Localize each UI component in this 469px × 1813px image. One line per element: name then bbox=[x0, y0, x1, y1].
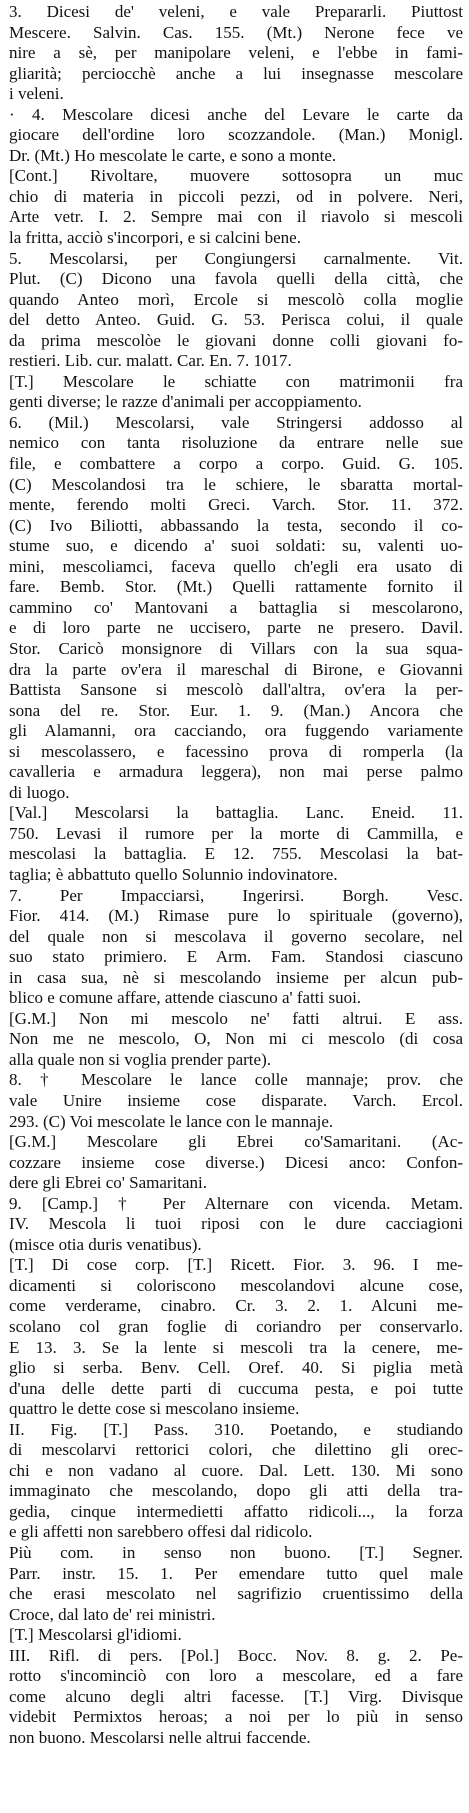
text-line: [T.] Mescolare le schiatte con matrimonii fra bbox=[9, 371, 463, 391]
text-line: gedia, cinque intermedietti affatto ridicoli..., la forza bbox=[9, 1501, 463, 1521]
text-line: quattro le dette cose si mescolano insieme. bbox=[9, 1399, 300, 1419]
text-line: videbit Permixtos heroas; a noi per lo più in senso bbox=[9, 1707, 463, 1727]
text-line: [G.M.] Non mi mescolo ne' fatti altrui. E ass. bbox=[9, 1008, 463, 1028]
text-line: e gli affetti non sarebbero offesi dal ridicolo. bbox=[9, 1522, 313, 1542]
text-line: · 4. Mescolare dicesi anche del Levare le carte da bbox=[9, 104, 463, 124]
text-line: cozzare insieme cose diverse.) Dicesi anco: Confon- bbox=[9, 1152, 463, 1172]
text-line: (C) Ivo Biliotti, abbassando la testa, secondo il co- bbox=[9, 515, 463, 535]
text-line: Croce, dal lato de' rei ministri. bbox=[9, 1604, 216, 1624]
text-line: restieri. Lib. cur. malatt. Car. En. 7. 1017. bbox=[9, 351, 292, 371]
text-line: si mescolassero, e facessino prova di romperla (la bbox=[9, 741, 463, 761]
text-line: mescolasi la battaglia. E 12. 755. Mescolasi la bat- bbox=[9, 844, 463, 864]
text-line: non buono. Mescolarsi nelle altrui faccende. bbox=[9, 1727, 311, 1747]
text-line: dra la parte ov'era il mareschal di Birone, e Giovanni bbox=[9, 659, 463, 679]
text-line: cammino co' Mantovani a battaglia si mescolarono, bbox=[9, 597, 463, 617]
text-line: come alcuno degli altri facesse. [T.] Virg. Divisque bbox=[9, 1686, 463, 1706]
text-line: nemico con tanta risoluzione da entrare nelle sue bbox=[9, 433, 463, 453]
text-line: 3. Dicesi de' veleni, e vale Prepararli. Piuttost bbox=[9, 2, 463, 21]
text-line: glio si serba. Benv. Cell. Oref. 40. Si piglia metà bbox=[9, 1358, 463, 1378]
text-line: nire a sè, per manipolare veleni, e l'ebbe in fami- bbox=[9, 43, 463, 63]
text-line: blico e comune affare, attende ciascuno a' fatti suoi. bbox=[9, 988, 362, 1008]
text-line: fare. Bemb. Stor. (Mt.) Quelli rattamente fornito il bbox=[9, 577, 463, 597]
text-line: [T.] Di cose corp. [T.] Ricett. Fior. 3. 96. I me- bbox=[9, 1255, 463, 1275]
text-line: dere gli Ebrei co' Samaritani. bbox=[9, 1173, 208, 1193]
text-line: 750. Levasi il rumore per la morte di Cammilla, e bbox=[9, 823, 463, 843]
text-line: vale Unire insieme cose disparate. Varch. Ercol. bbox=[9, 1090, 463, 1110]
text-line: stume suo, e dicendo a' suoi soldati: su, valenti uo- bbox=[9, 536, 463, 556]
text-line: 9. [Camp.] † Per Alternare con vicenda. Metam. bbox=[9, 1193, 463, 1213]
text-line: (misce otia duris venatibus). bbox=[9, 1234, 202, 1254]
text-line: Dr. (Mt.) Ho mescolate le carte, e sono a monte. bbox=[9, 145, 337, 165]
text-line: chi e non vadano al cuore. Dal. Lett. 130. Mi sono bbox=[9, 1460, 463, 1480]
text-line: [Val.] Mescolarsi la battaglia. Lanc. Eneid. 11. bbox=[9, 803, 463, 823]
text-line: gliarità; perciocchè anche a lui insegnasse mescolare bbox=[9, 63, 463, 83]
text-line: di luogo. bbox=[9, 782, 70, 802]
text-line: 293. (C) Voi mescolate le lance con le mannaje. bbox=[9, 1111, 334, 1131]
text-line: Plut. (C) Dicono una favola quelli della città, che bbox=[9, 269, 463, 289]
text-line: mente, ferendo molti Greci. Varch. Stor. 11. 372. bbox=[9, 495, 463, 515]
text-line: Fior. 414. (M.) Rimase pure lo spirituale (governo), bbox=[9, 906, 463, 926]
text-line: file, e combattere a corpo a corpo. Guid. G. 105. bbox=[9, 454, 463, 474]
text-line: 7. Per Impacciarsi, Ingerirsi. Borgh. Vesc. bbox=[9, 885, 463, 905]
text-line: II. Fig. [T.] Pass. 310. Poetando, e studiando bbox=[9, 1419, 463, 1439]
text-line: da prima mescolòe le giovani donne colli giovani fo- bbox=[9, 330, 463, 350]
text-line: [Cont.] Rivoltare, muovere sottosopra un muc bbox=[9, 166, 463, 186]
text-line: di mescolarvi rettorici colori, che dilettino gli orec- bbox=[9, 1440, 463, 1460]
text-line: immaginato che mescolando, dopo gli atti della tra- bbox=[9, 1481, 463, 1501]
text-line: che erasi mescolato nel sagrifizio cruentissimo della bbox=[9, 1584, 463, 1604]
text-line: sona del re. Stor. Eur. 1. 9. (Man.) Ancora che bbox=[9, 700, 463, 720]
text-line: suo stato primiero. E Arm. Fam. Standosi ciascuno bbox=[9, 947, 463, 967]
text-line: Stor. Caricò monsignore di Villars con la sua squa- bbox=[9, 638, 463, 658]
text-line: genti diverse; le razze d'animali per accoppiamento. bbox=[9, 392, 362, 412]
text-line: 8. † Mescolare le lance colle mannaje; prov. che bbox=[9, 1070, 463, 1090]
text-line: scolano col gran foglie di coriandro per conservarlo. bbox=[9, 1317, 463, 1336]
text-line: dicamenti si coloriscono mescolandovi alcune cose, bbox=[9, 1275, 463, 1295]
text-line: chio di materia in piccoli pezzi, od in polvere. Neri, bbox=[9, 186, 463, 206]
text-line: del detto Anteo. Guid. G. 53. Perisca colui, il quale bbox=[9, 310, 463, 330]
text-line: Battista Sansone si mescolò dall'altra, ov'era la per- bbox=[9, 680, 463, 700]
text-line: Non me ne mescolo, O, Non mi ci mescolo (di cosa bbox=[9, 1029, 463, 1049]
text-line: la fritta, acciò s'incorpori, e si calcini bene. bbox=[9, 228, 301, 248]
text-line: [G.M.] Mescolare gli Ebrei co'Samaritani. (Ac- bbox=[9, 1132, 463, 1152]
text-line: 5. Mescolarsi, per Congiungersi carnalmente. Vit. bbox=[9, 248, 463, 268]
text-line: Più com. in senso non buono. [T.] Segner. bbox=[9, 1543, 463, 1563]
text-line: gli Alamanni, ora cacciando, ora fuggendo variamente bbox=[9, 721, 463, 741]
text-line: in casa sua, nè si mescolando insieme per alcun pub- bbox=[9, 967, 463, 987]
text-line: E 13. 3. Se la lente si mescoli tra la cenere, me- bbox=[9, 1337, 463, 1357]
text-line: Parr. instr. 15. 1. Per emendare tutto quel male bbox=[9, 1563, 463, 1583]
text-line: giocare dell'ordine loro scozzandole. (Man.) Monigl. bbox=[9, 125, 463, 145]
text-line: mini, mescoliamci, faceva quello ch'egli era usato di bbox=[9, 556, 463, 576]
text-line: i veleni. bbox=[9, 84, 64, 104]
text-line: cavalleria e armadura leggera), non mai perse palmo bbox=[9, 762, 463, 782]
text-line: (C) Mescolandosi tra le schiere, le sbaratta mortal- bbox=[9, 474, 463, 494]
text-line: alla quale non si voglia prender parte). bbox=[9, 1049, 271, 1069]
text-line: [T.] Mescolarsi gl'idiomi. bbox=[9, 1625, 182, 1645]
text-line: d'una delle dette parti di cuccuma pesta, e poi tutte bbox=[9, 1378, 463, 1398]
text-line: Mescere. Salvin. Cas. 155. (Mt.) Nerone fece ve bbox=[9, 22, 463, 42]
text-line: Arte vetr. I. 2. Sempre mai con il riavolo si mescoli bbox=[9, 207, 463, 227]
text-line: quando Anteo morì, Ercole si mescolò colla moglie bbox=[9, 289, 463, 309]
text-line: taglia; è abbattuto quello Solunnio indovinatore. bbox=[9, 864, 338, 884]
text-line: 6. (Mil.) Mescolarsi, vale Stringersi addosso al bbox=[9, 412, 463, 432]
text-line: IV. Mescola li tuoi riposi con le dure cacciagioni bbox=[9, 1214, 463, 1234]
text-line: e di loro parte ne uccisero, parte ne presero. Davil. bbox=[9, 618, 463, 638]
text-line: come verderame, cinabro. Cr. 3. 2. 1. Alcuni me- bbox=[9, 1296, 463, 1316]
text-line: del quale non si mescolava il governo secolare, nel bbox=[9, 926, 463, 946]
text-line: rotto s'incominciò con loro a mescolare, ed a fare bbox=[9, 1666, 463, 1686]
text-line: III. Rifl. di pers. [Pol.] Bocc. Nov. 8. g. 2. Pe- bbox=[9, 1645, 463, 1665]
